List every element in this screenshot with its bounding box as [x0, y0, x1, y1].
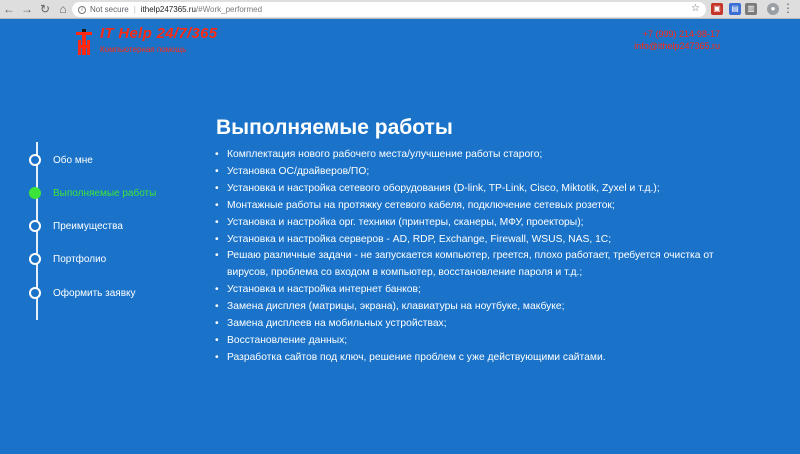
nav-item-work-performed[interactable]: [29, 186, 156, 200]
back-icon[interactable]: ←: [3, 2, 15, 16]
list-item: • Монтажные работы на протяжку сетевого кабеля, подключение сетевых розеток;: [215, 198, 745, 215]
nav-item-advantages[interactable]: [29, 219, 123, 233]
contact-email[interactable]: info@ithelp247365.ru: [634, 41, 720, 51]
security-label: Not secure: [90, 5, 129, 14]
profile-avatar-icon[interactable]: ●: [767, 3, 779, 15]
nav-label: Преимущества: [53, 220, 123, 232]
logo-icon[interactable]: [76, 29, 92, 55]
info-icon[interactable]: i: [78, 6, 86, 14]
reload-icon[interactable]: ↻: [39, 2, 51, 16]
list-item: • Замена дисплея (матрицы, экрана), клавиатуры на ноутбуке, макбуке;: [215, 299, 745, 316]
translate-extension-icon[interactable]: ▤: [729, 3, 741, 15]
list-item: • Разработка сайтов под ключ, решение проблем с уже действующими сайтами.: [215, 350, 745, 367]
list-item: • Восстановление данных;: [215, 333, 745, 350]
nav-dot-icon: [29, 253, 41, 265]
extension-icon[interactable]: ▥: [745, 3, 757, 15]
nav-item-about[interactable]: [29, 153, 93, 167]
nav-dot-icon: [29, 154, 41, 166]
nav-dot-icon: [29, 220, 41, 232]
list-item: • Установка и настройка серверов - AD, RDP, Exchange, Firewall, WSUS, NAS, 1С;: [215, 232, 745, 249]
nav-dot-icon: [29, 287, 41, 299]
nav-label: Обо мне: [53, 154, 93, 166]
contact-phone[interactable]: +7 (999) 214-98-17: [642, 29, 720, 39]
work-list: [215, 147, 745, 367]
browser-toolbar: [0, 0, 800, 19]
nav-item-portfolio[interactable]: [29, 252, 106, 266]
bookmark-star-icon[interactable]: ☆: [691, 3, 700, 14]
list-item: • Установка и настройка интернет банков;: [215, 282, 745, 299]
brand-subtitle: Компьютерная помощь: [100, 45, 187, 54]
list-item: • Установка ОС/драйверов/ПО;: [215, 164, 745, 181]
address-separator: |: [133, 5, 136, 14]
page-title: Выполняемые работы: [216, 116, 453, 139]
list-item: • Комплектация нового рабочего места/улучшение работы старого;: [215, 147, 745, 164]
pdf-extension-icon[interactable]: ▣: [711, 3, 723, 15]
browser-menu-icon[interactable]: ⋮: [782, 1, 794, 15]
list-item: • Установка и настройка орг. техники (принтеры, сканеры, МФУ, проекторы);: [215, 215, 745, 232]
list-item: • Замена дисплеев на мобильных устройствах;: [215, 316, 745, 333]
nav-label: Портфолио: [53, 253, 107, 265]
home-icon[interactable]: ⌂: [59, 2, 67, 16]
nav-item-order[interactable]: [29, 286, 136, 300]
nav-label: Выполняемые работы: [53, 187, 157, 199]
url-host: ithelp247365.ru: [140, 5, 196, 14]
brand-title[interactable]: IT Help 24/7/365: [100, 25, 218, 42]
nav-label: Оформить заявку: [53, 287, 136, 299]
nav-dot-active-icon: [29, 187, 41, 199]
list-item: • Установка и настройка сетевого оборудования (D-link, TP-Link, Cisco, Miktotik, Zyxel и т.д.);: [215, 181, 745, 198]
forward-icon[interactable]: →: [21, 2, 33, 16]
list-item: • Решаю различные задачи - не запускается компьютер, греется, плохо работает, требуется очистка от вирусов, проблема со входом в компьютер, восстановление пароля и т.д.;: [215, 248, 745, 282]
address-bar[interactable]: [72, 2, 706, 17]
url-path: /#Work_performed: [195, 5, 263, 14]
